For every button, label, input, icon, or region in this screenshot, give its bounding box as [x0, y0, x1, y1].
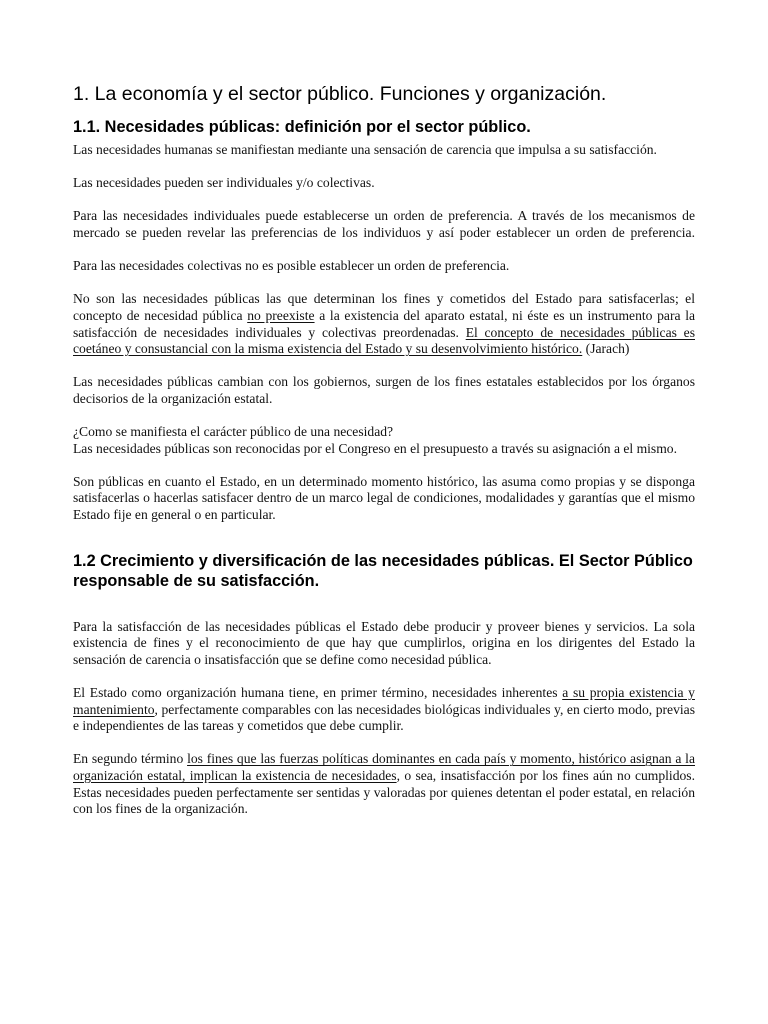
underlined-text: los fines que las fuerzas políticas dominantes en cada país y momento, histórico asignan a la organización estatal, implican la existencia de necesidades — [73, 751, 695, 783]
text-run: No son las necesidades públicas las que determinan los fines y cometidos del Estado para satisfacerlas; el concepto de necesidad pública — [73, 291, 695, 323]
section-heading-1-2: 1.2 Crecimiento y diversificación de las necesidades públicas. El Sector Público responsable de su satisfacción. — [73, 551, 693, 590]
section-heading-1-1: 1.1. Necesidades públicas: definición por el sector público. — [73, 118, 531, 136]
document-title: 1. La economía y el sector público. Funciones y organización. — [73, 83, 607, 105]
answer: Las necesidades públicas son reconocidas por el Congreso en el presupuesto a través su asignación a el mismo. — [73, 440, 677, 456]
paragraph — [73, 685, 695, 735]
paragraph: Son públicas en cuanto el Estado, en un determinado momento histórico, las asuma como propias y se disponga satisfacerlas o hacerlas satisfacer dentro de un marco legal de condiciones, modalidades y garantías que el mismo Estado fije en general o en particular. — [73, 473, 695, 523]
paragraph: Las necesidades humanas se manifiestan mediante una sensación de carencia que impulsa a su satisfacción. — [73, 142, 657, 157]
text-run: a la existencia del aparato estatal, ni éste es un instrumento para la satisfacción de necesidades individuales y colectivas preordenadas. — [73, 307, 696, 340]
paragraph: Para las necesidades individuales puede establecerse un orden de preferencia. A través de los mecanismos de mercado se pueden revelar las preferencias de los individuos y así poder establecer un orden de preferencia. — [73, 208, 695, 240]
text-run: , o sea, insatisfacción por los fines aún no cumplidos. Estas necesidades pueden perfectamente ser sentidas y valoradas por quienes detentan el poder estatal, en relación con los fines de la organización. — [73, 768, 695, 817]
text-run: En segundo término — [73, 751, 188, 767]
text-run: , perfectamente comparables con las necesidades biológicas individuales y, en cierto modo, previas e independientes de las tareas y cometidos que debe cumplir. — [73, 701, 695, 734]
citation: (Jarach) — [582, 341, 630, 357]
paragraph: Para las necesidades colectivas no es posible establecer un orden de preferencia. — [73, 258, 510, 274]
paragraph: Las necesidades públicas cambian con los gobiernos, surgen de los fines estatales establecidos por los órganos decisorios de la organización estatal. — [73, 374, 695, 406]
underlined-text: a su propia existencia y mantenimiento — [73, 685, 695, 717]
paragraph-jarach — [73, 291, 695, 357]
underlined-text: no preexiste — [247, 307, 315, 323]
question: ¿Como se manifiesta el carácter público de una necesidad? — [73, 424, 394, 440]
document-page — [73, 82, 695, 834]
paragraph — [73, 751, 695, 817]
paragraph: Las necesidades pueden ser individuales y/o colectivas. — [73, 175, 375, 191]
paragraph: Para la satisfacción de las necesidades públicas el Estado debe producir y proveer bienes y servicios. La sola existencia de fines y el reconocimiento de que hay que cumplirlos, origina en los dirigentes del Estado la sensación de carencia o insatisfacción que se define como necesidad pública. — [73, 618, 695, 667]
underlined-quote: El concepto de necesidades públicas es coetáneo y consustancial con la misma existencia del Estado y su desenvolvimiento histórico. — [73, 324, 695, 357]
text-run: El Estado como organización humana tiene, en primer término, necesidades inherentes — [73, 685, 563, 701]
